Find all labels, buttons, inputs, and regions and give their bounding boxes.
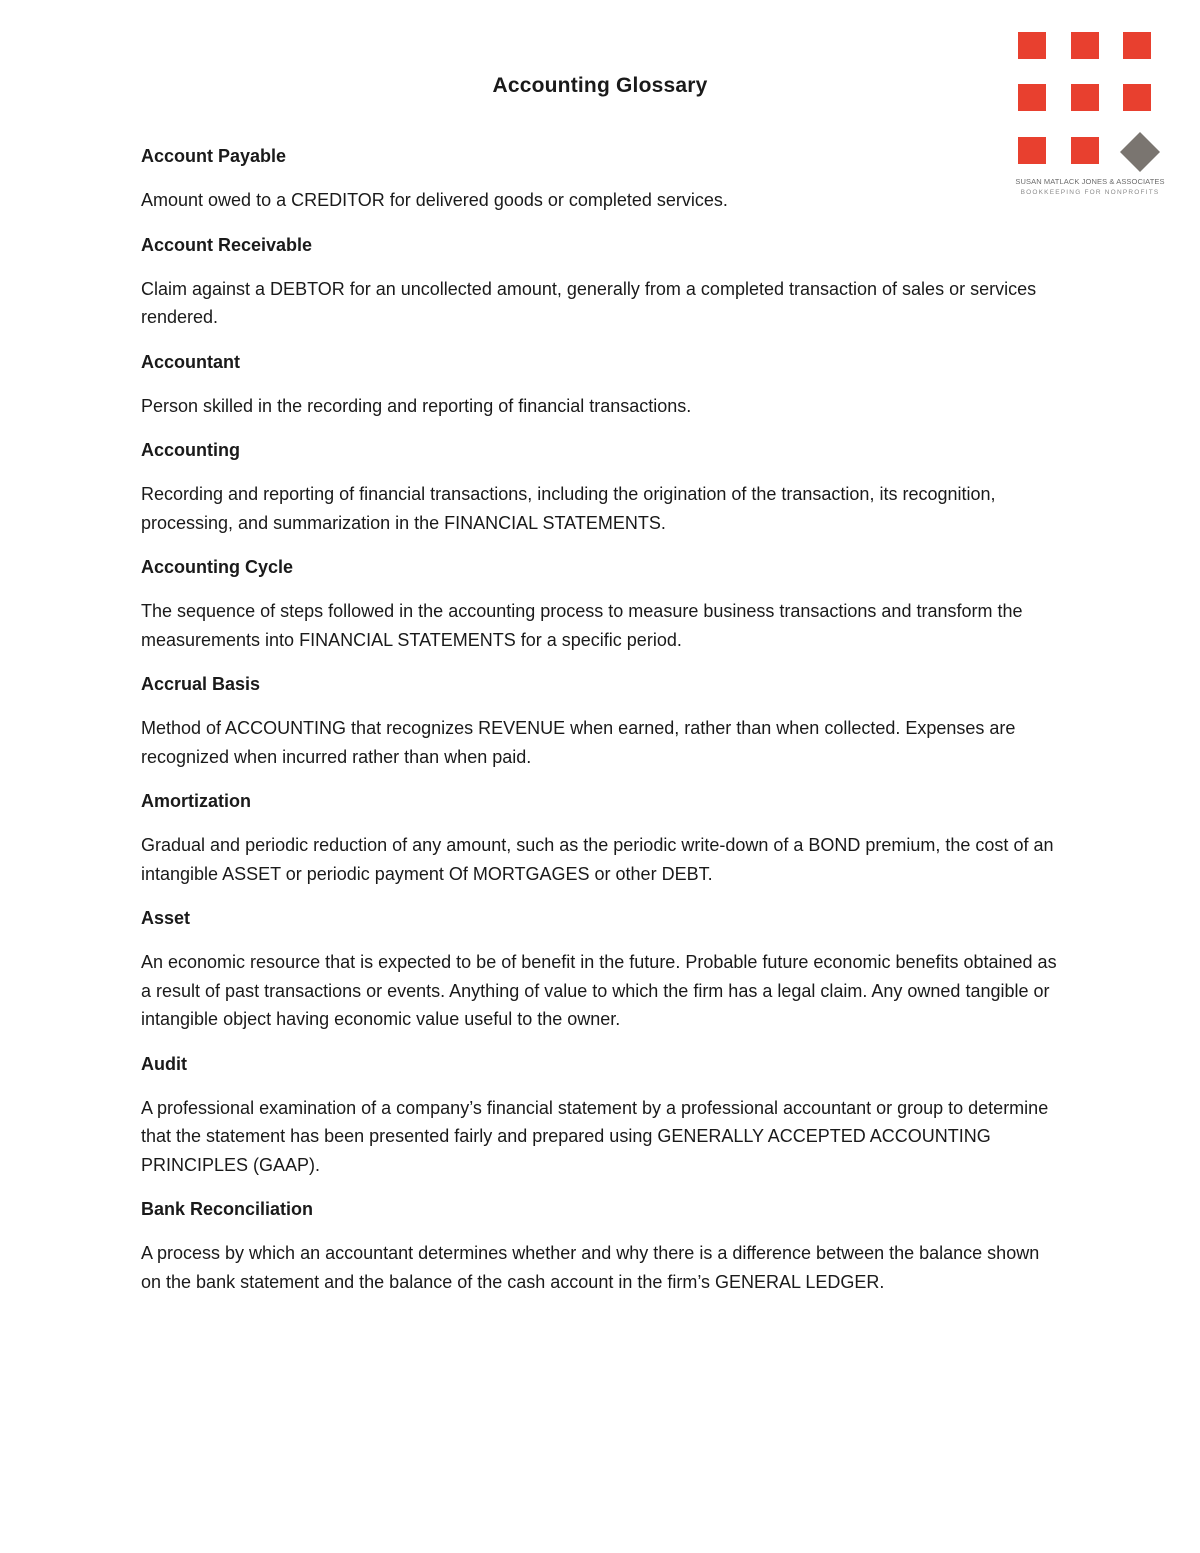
glossary-term: Accounting Cycle xyxy=(141,557,294,577)
glossary-term: Accountant xyxy=(141,351,240,372)
glossary-entry xyxy=(141,231,1061,332)
glossary-term: Asset xyxy=(141,908,191,928)
glossary-term: Amortization xyxy=(141,791,251,811)
glossary-definition: Person skilled in the recording and reporting of financial transactions. xyxy=(141,395,692,416)
glossary-entry xyxy=(141,348,1061,421)
glossary-entry xyxy=(141,436,1061,537)
glossary-entry xyxy=(141,904,1061,1034)
glossary-entry xyxy=(141,1050,1061,1180)
logo-diamond-icon xyxy=(1120,132,1160,172)
glossary-term: Audit xyxy=(141,1053,187,1074)
glossary-term: Bank Reconciliation xyxy=(141,1199,314,1219)
glossary-term: Accounting xyxy=(141,440,240,460)
glossary-definition: Recording and reporting of financial transactions, including the origination of the transaction, its recognition, processing, and summarization in the FINANCIAL STATEMENTS. xyxy=(141,484,996,533)
glossary-term: Account Receivable xyxy=(141,234,313,255)
logo-square-icon xyxy=(1071,84,1099,111)
glossary-entry xyxy=(141,1195,1061,1296)
glossary-definition: Gradual and periodic reduction of any amount, such as the periodic write-down of a BOND premium, the cost of an intangible ASSET or periodic payment Of MORTGAGES or other DEBT. xyxy=(141,835,1054,884)
logo-square-icon xyxy=(1071,32,1099,59)
glossary-entry xyxy=(141,787,1061,888)
glossary-term: Accrual Basis xyxy=(141,674,261,694)
glossary-entry xyxy=(141,670,1061,771)
logo-square-icon xyxy=(1123,32,1151,59)
glossary-definition: Claim against a DEBTOR for an uncollected amount, generally from a completed transaction of sales or services rendered. xyxy=(141,278,1037,327)
glossary-definition: Method of ACCOUNTING that recognizes REVENUE when earned, rather than when collected. Expenses are recognized when incurred rather than when paid. xyxy=(141,718,1016,767)
glossary-list xyxy=(141,142,1061,1312)
glossary-term: Account Payable xyxy=(141,146,287,166)
logo-square-icon xyxy=(1018,32,1046,59)
logo-square-icon xyxy=(1071,137,1099,164)
glossary-definition: Amount owed to a CREDITOR for delivered goods or completed services. xyxy=(141,190,728,210)
logo-square-icon xyxy=(1018,84,1046,111)
glossary-entry xyxy=(141,553,1061,654)
logo-square-icon xyxy=(1123,84,1151,111)
glossary-entry xyxy=(141,142,1061,215)
glossary-definition: An economic resource that is expected to be of benefit in the future. Probable future economic benefits obtained as a result of past transactions or events. Anything of value to which the firm has a legal claim. Any owned tangible or intangible object having economic value useful to the owner. xyxy=(141,952,1057,1029)
page-title: Accounting Glossary xyxy=(492,74,708,97)
logo-tagline: BOOKKEEPING FOR NONPROFITS xyxy=(1020,189,1160,196)
glossary-definition: A professional examination of a company’s financial statement by a professional accountant or group to determine that the statement has been presented fairly and prepared using GENERALLY ACCEPTED ACCOUNTING PRINCIPLES (GAAP). xyxy=(141,1097,1049,1175)
logo-company-name: SUSAN MATLACK JONES & ASSOCIATES xyxy=(1015,177,1165,186)
glossary-definition: The sequence of steps followed in the accounting process to measure business transactions and transform the measurements into FINANCIAL STATEMENTS for a specific period. xyxy=(141,601,1023,650)
glossary-definition: A process by which an accountant determines whether and why there is a difference between the balance shown on the bank statement and the balance of the cash account in the firm’s GENERAL LEDGER. xyxy=(141,1243,1040,1292)
